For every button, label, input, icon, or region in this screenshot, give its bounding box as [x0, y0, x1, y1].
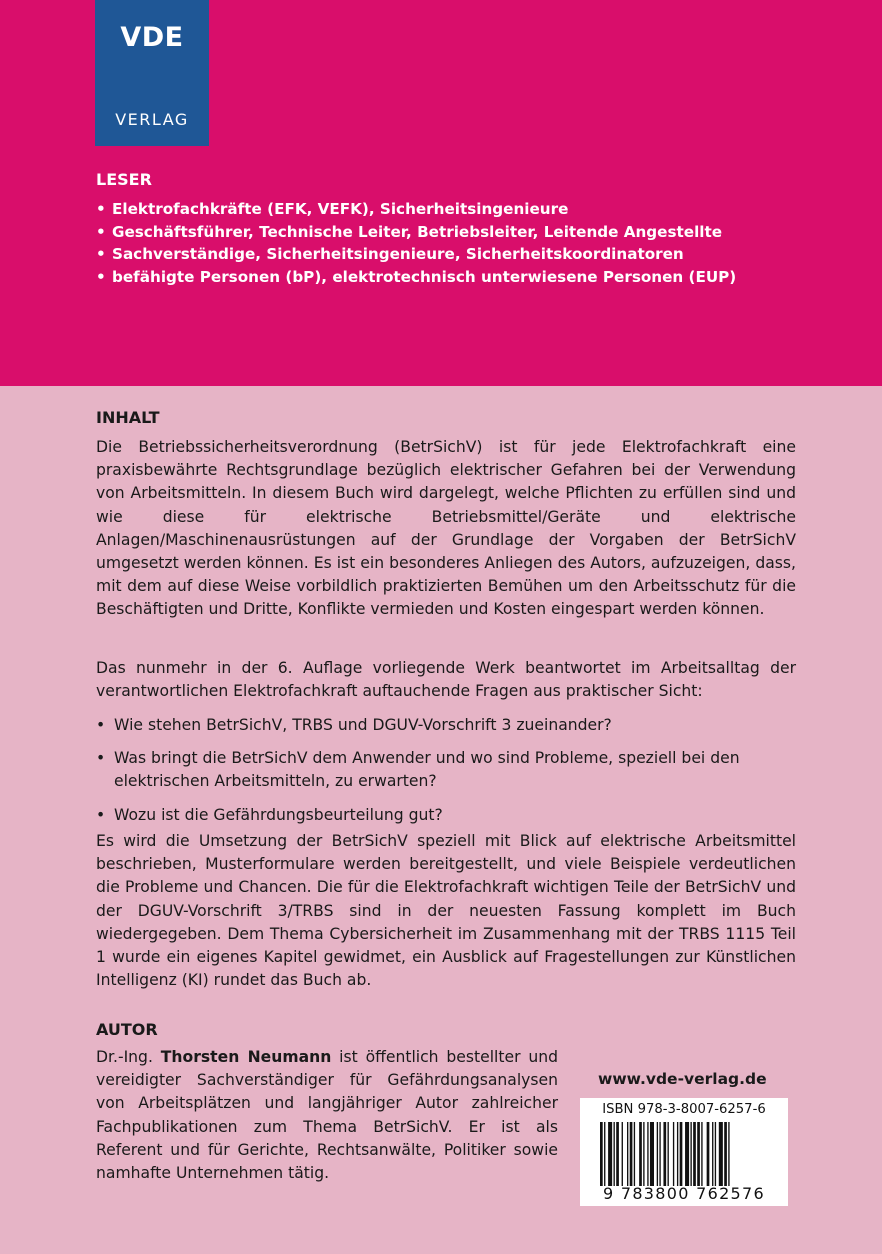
inhalt-paragraph-2: Das nunmehr in der 6. Auflage vorliegende Werk beantwortet im Arbeitsalltag der verantwortlichen Elektrofachkraft auftauchende Fragen aus praktischer Sicht: [96, 659, 796, 701]
bullet-icon: • [96, 749, 106, 768]
barcode [580, 1098, 788, 1206]
isbn-text: ISBN 978-3-8007-6257-6 [602, 1102, 766, 1117]
barcode-bar [663, 1122, 666, 1186]
leser-item-text: Elektrofachkräfte (EFK, VEFK), Sicherheitsingenieure [112, 200, 569, 218]
barcode-bar [622, 1122, 623, 1186]
barcode-bar [657, 1122, 658, 1186]
barcode-bar [630, 1122, 633, 1186]
bullet-icon: • [96, 805, 106, 824]
barcode-bar [614, 1122, 615, 1186]
autor-name: Thorsten Neumann [160, 1048, 332, 1066]
leser-item-text: befähigte Personen (bP), elektrotechnisch unterwiesene Personen (EUP) [112, 268, 737, 287]
list-item [96, 804, 796, 827]
logo-main-text: VDE [120, 22, 184, 53]
autor-text: ist öffentlich bestellter und vereidigter Sachverständiger für Gefährdungsanalysen von Arbeitsplätzen und langjähriger Autor zahlreicher Fachpublikationen zum Thema BetrSichV. Er ist als Referent und für Gerichte, Rechtsanwälte, Politiker sowie namhafte Unternehmen tätig. [96, 1048, 559, 1183]
barcode-bars [600, 1122, 768, 1186]
barcode-number: 9 783800 762576 [602, 1184, 765, 1203]
barcode-bar [673, 1122, 674, 1186]
barcode-bar [690, 1122, 691, 1186]
barcode-bar [600, 1122, 603, 1186]
barcode-bar [712, 1122, 713, 1186]
barcode-bar [724, 1122, 727, 1186]
leser-item [96, 198, 736, 221]
barcode-bar [701, 1122, 702, 1186]
barcode-bar [643, 1122, 644, 1186]
barcode-bar [604, 1122, 605, 1186]
list-item-text: Was bringt die BetrSichV dem Anwender und wo sind Probleme, speziell bei den elektrischen Arbeitsmitteln, zu erwarten? [114, 749, 740, 791]
inhalt-paragraph-3: Es wird die Umsetzung der BetrSichV speziell mit Blick auf elektrische Arbeitsmittel beschrieben, Musterformulare werden bereitgestellt, und viele Beispiele verdeutlichen die Probleme und Chancen. Die für die Elektrofachkraft wichtigen Teile der BetrSichV und der DGUV-Vorschrift 3/TRBS sind in der neuesten Fassung komplett im Buch wiedergegeben. Dem Thema Cybersicherheit im Zusammenhang mit der TRBS 1115 Teil 1 wurde ein eigenes Kapitel gewidmet, ein Ausblick auf Fragestellungen zur Künstlichen Intelligenz (KI) rundet das Buch ab. [96, 832, 796, 990]
leser-item [96, 221, 736, 244]
barcode-bar [719, 1122, 723, 1186]
barcode-bar [647, 1122, 648, 1186]
leser-item [96, 266, 736, 289]
bullet-icon: • [96, 716, 106, 734]
list-item-text: Wozu ist die Gefährdungsbeurteilung gut? [114, 805, 443, 824]
barcode-bar [693, 1122, 696, 1186]
bullet-icon: • [96, 268, 106, 287]
leser-item-text: Sachverständige, Sicherheitsingenieure, Sicherheitskoordinatoren [112, 245, 684, 264]
list-item [96, 747, 796, 793]
website-url: www.vde-verlag.de [598, 1070, 767, 1088]
barcode-bar [685, 1122, 689, 1186]
barcode-bar [715, 1122, 716, 1186]
inhalt-bullet-list [96, 714, 796, 837]
leser-list [96, 198, 736, 289]
leser-heading: LESER [96, 170, 152, 189]
barcode-bar [634, 1122, 635, 1186]
autor-paragraph [96, 1046, 558, 1185]
barcode-bar [608, 1122, 612, 1186]
barcode-bar [677, 1122, 678, 1186]
barcode-bar [639, 1122, 642, 1186]
leser-item-text: Geschäftsführer, Technische Leiter, Betriebsleiter, Leitende Angestellte [112, 222, 723, 241]
bullet-icon: • [96, 222, 106, 241]
list-item [96, 714, 796, 737]
autor-prefix: Dr.-Ing. [96, 1048, 161, 1066]
barcode-bar [668, 1122, 669, 1186]
logo-sub-text: VERLAG [115, 110, 189, 129]
barcode-bar [616, 1122, 619, 1186]
autor-heading: AUTOR [96, 1020, 158, 1039]
barcode-bar [707, 1122, 710, 1186]
leser-item [96, 243, 736, 266]
inhalt-paragraph-1: Die Betriebssicherheitsverordnung (BetrSichV) ist für jede Elektrofachkraft eine praxisbewährte Rechtsgrundlage bezüglich elektrischer Gefahren bei der Verwendung von Arbeitsmitteln. In diesem Buch wird dargelegt, welche Pflichten zu erfüllen sind und wie diese für elektrische Betriebsmittel/Geräte und elektrische Anlagen/Maschinenausrüstungen auf der Grundlage der Vorgaben der BetrSichV umgesetzt werden können. Es ist ein besonderes Anliegen des Autors, aufzuzeigen, dass, mit dem auf diese Weise vorbildlich praktizierten Bemühen um den Arbeitsschutz für die Beschäftigten und Dritte, Konflikte vermieden und Kosten eingespart werden können. [96, 438, 796, 619]
barcode-bar [697, 1122, 700, 1186]
barcode-bar [728, 1122, 729, 1186]
barcode-bar [627, 1122, 628, 1186]
vde-logo [95, 0, 209, 146]
bullet-icon: • [96, 245, 106, 264]
barcode-bar [659, 1122, 660, 1186]
header-band [0, 0, 882, 386]
barcode-bar [680, 1122, 683, 1186]
inhalt-heading: INHALT [96, 408, 160, 427]
barcode-bar [650, 1122, 654, 1186]
list-item-text: Wie stehen BetrSichV, TRBS und DGUV-Vorschrift 3 zueinander? [114, 716, 612, 734]
bullet-icon: • [96, 200, 106, 218]
